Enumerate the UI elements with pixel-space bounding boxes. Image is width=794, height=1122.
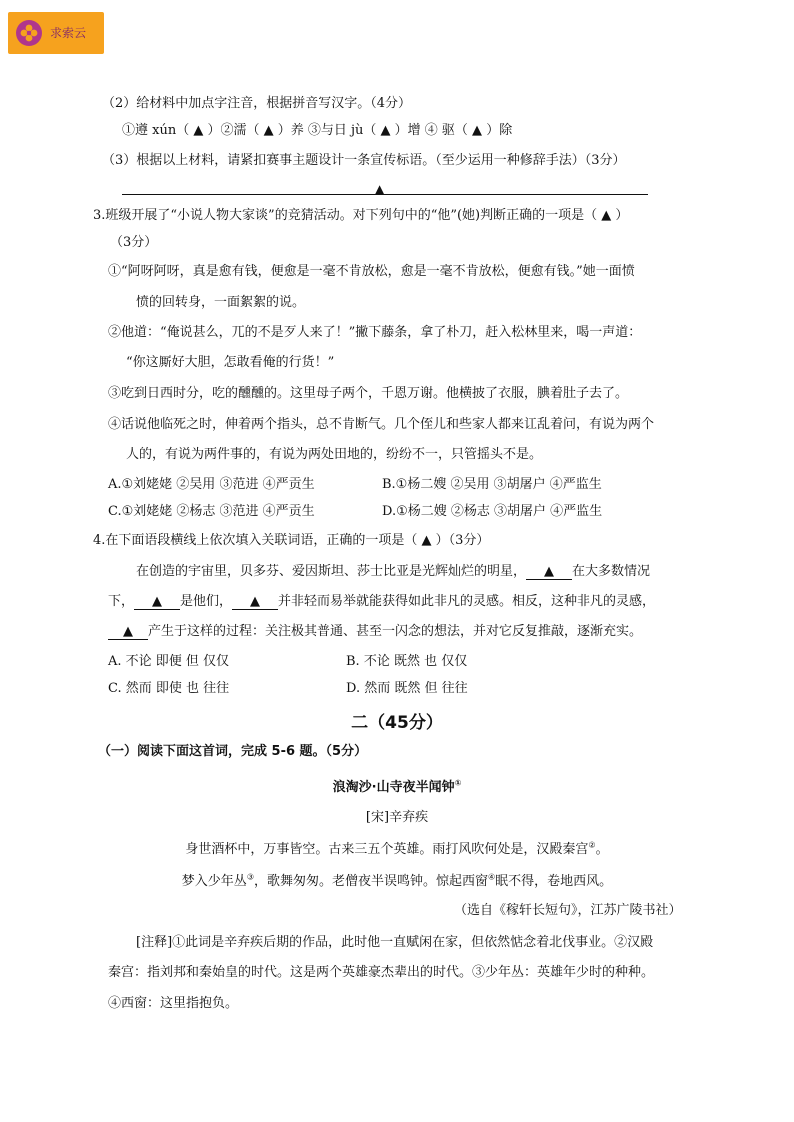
poem-source: （选自《稼轩长短句》，江苏广陵书社） <box>454 903 682 918</box>
poem-title: 浪淘沙·山寺夜半闻钟① <box>332 778 462 795</box>
section-title: 二（45分） <box>351 713 443 733</box>
poem-notes-2: 秦宫：指刘邦和秦始皇的时代。这是两个英雄豪杰辈出的时代。③少年丛：英雄年少时的种种。 <box>108 965 655 980</box>
q3-sentence-2a: ②他道：“俺说甚么，兀的不是歹人来了！”撇下藤条，拿了朴刀，赶入松林里来，喝一声道： <box>108 325 642 340</box>
q3-sentence-4b: 人的，有说为两件事的，有说为两处田地的，纷纷不一，只管摇头不是。 <box>126 447 543 462</box>
q4-passage-line-1: 在创造的宇宙里，贝多芬、爱因斯坦、莎士比亚是光辉灿烂的明星， ▲ 在大多数情况 <box>136 564 651 579</box>
q2-3-prompt: （3）根据以上材料，请紧扣赛事主题设计一条宣传标语。（至少运用一种修辞手法）（3分） <box>102 153 626 168</box>
q4-blank-4: ▲ <box>108 624 148 640</box>
reading-head: （一）阅读下面这首词，完成 5-6 题。（5分） <box>98 744 368 759</box>
q4-blank-1: ▲ <box>526 564 572 580</box>
q3-sentence-2b: “你这厮好大胆，怎敢看俺的行货！” <box>126 355 335 370</box>
q4-option-c: C. 然而 即使 也 往往 <box>108 681 230 696</box>
q2-3-answer-mark: ▲ <box>375 182 385 196</box>
poem-line-2: 梦入少年丛③，歌舞匆匆。老僧夜半误鸣钟。惊起西窗④眠不得，卷地西风。 <box>181 872 613 889</box>
poem-line-1: 身世酒杯中，万事皆空。古来三五个英雄。雨打风吹何处是，汉殿秦宫②。 <box>185 840 609 857</box>
q4-option-d: D. 然而 既然 但 往往 <box>346 681 468 696</box>
q3-sentence-1a: ①“阿呀阿呀，真是愈有钱，便愈是一毫不肯放松，愈是一毫不肯放松，便愈有钱。”她一面愤 <box>108 264 635 279</box>
q3-option-b: B.①杨二嫂 ②吴用 ③胡屠户 ④严监生 <box>382 477 602 492</box>
q4-passage-line-2: 下， ▲ 是他们， ▲ 并非轻而易举就能获得如此非凡的灵感。相反，这种非凡的灵感， <box>108 594 656 609</box>
answer-line <box>122 194 648 195</box>
q3-stem: 3.班级开展了“小说人物大家谈”的竞猜活动。对下列句中的“他”(她)判断正确的一项是（ ▲ ） <box>93 208 629 223</box>
logo-flower-icon <box>16 20 42 46</box>
q3-score: （3分） <box>110 235 158 250</box>
logo-text: 求索云 <box>50 26 87 40</box>
q4-option-b: B. 不论 既然 也 仅仅 <box>346 654 468 669</box>
q4-option-a: A. 不论 即便 但 仅仅 <box>108 654 230 669</box>
poem-author: [宋]辛弃疾 <box>365 810 429 825</box>
q3-option-c: C.①刘姥姥 ②杨志 ③范进 ④严贡生 <box>108 504 315 519</box>
q3-sentence-4a: ④话说他临死之时，伸着两个指头，总不肯断气。几个侄儿和些家人都来讧乱着问，有说为两个 <box>108 417 655 432</box>
q3-option-a: A.①刘姥姥 ②吴用 ③范进 ④严贡生 <box>108 477 315 492</box>
q3-sentence-1b: 愤的回转身，一面絮絮的说。 <box>136 295 306 310</box>
q3-option-d: D.①杨二嫂 ②杨志 ③胡屠户 ④严监生 <box>382 504 603 519</box>
q4-stem: 4.在下面语段横线上依次填入关联词语，正确的一项是（ ▲ ）（3分） <box>93 533 490 548</box>
poem-notes-3: ④西窗：这里指抱负。 <box>108 996 239 1011</box>
q4-blank-3: ▲ <box>232 594 278 610</box>
poem-notes-1: [注释]①此词是辛弃疾后期的作品，此时他一直赋闲在家，但依然惦念着北伐事业。②汉殿 <box>136 935 654 950</box>
q2-2-items: ①遵 xún（ ▲ ）②濡（ ▲ ）养 ③与日 jù（ ▲ ）增 ④ 驱（ ▲ ）除 <box>122 123 513 138</box>
q3-sentence-3: ③吃到日西时分，吃的醺醺的。这里母子两个，千恩万谢。他横披了衣服，腆着肚子去了。 <box>108 386 629 401</box>
q4-passage-line-3: ▲ 产生于这样的过程：关注极其普通、甚至一闪念的想法，并对它反复推敲，逐渐充实。 <box>108 623 642 641</box>
logo <box>8 12 104 54</box>
q2-2-prompt: （2）给材料中加点字注音，根据拼音写汉字。（4分） <box>102 96 412 111</box>
q4-blank-2: ▲ <box>134 594 180 610</box>
